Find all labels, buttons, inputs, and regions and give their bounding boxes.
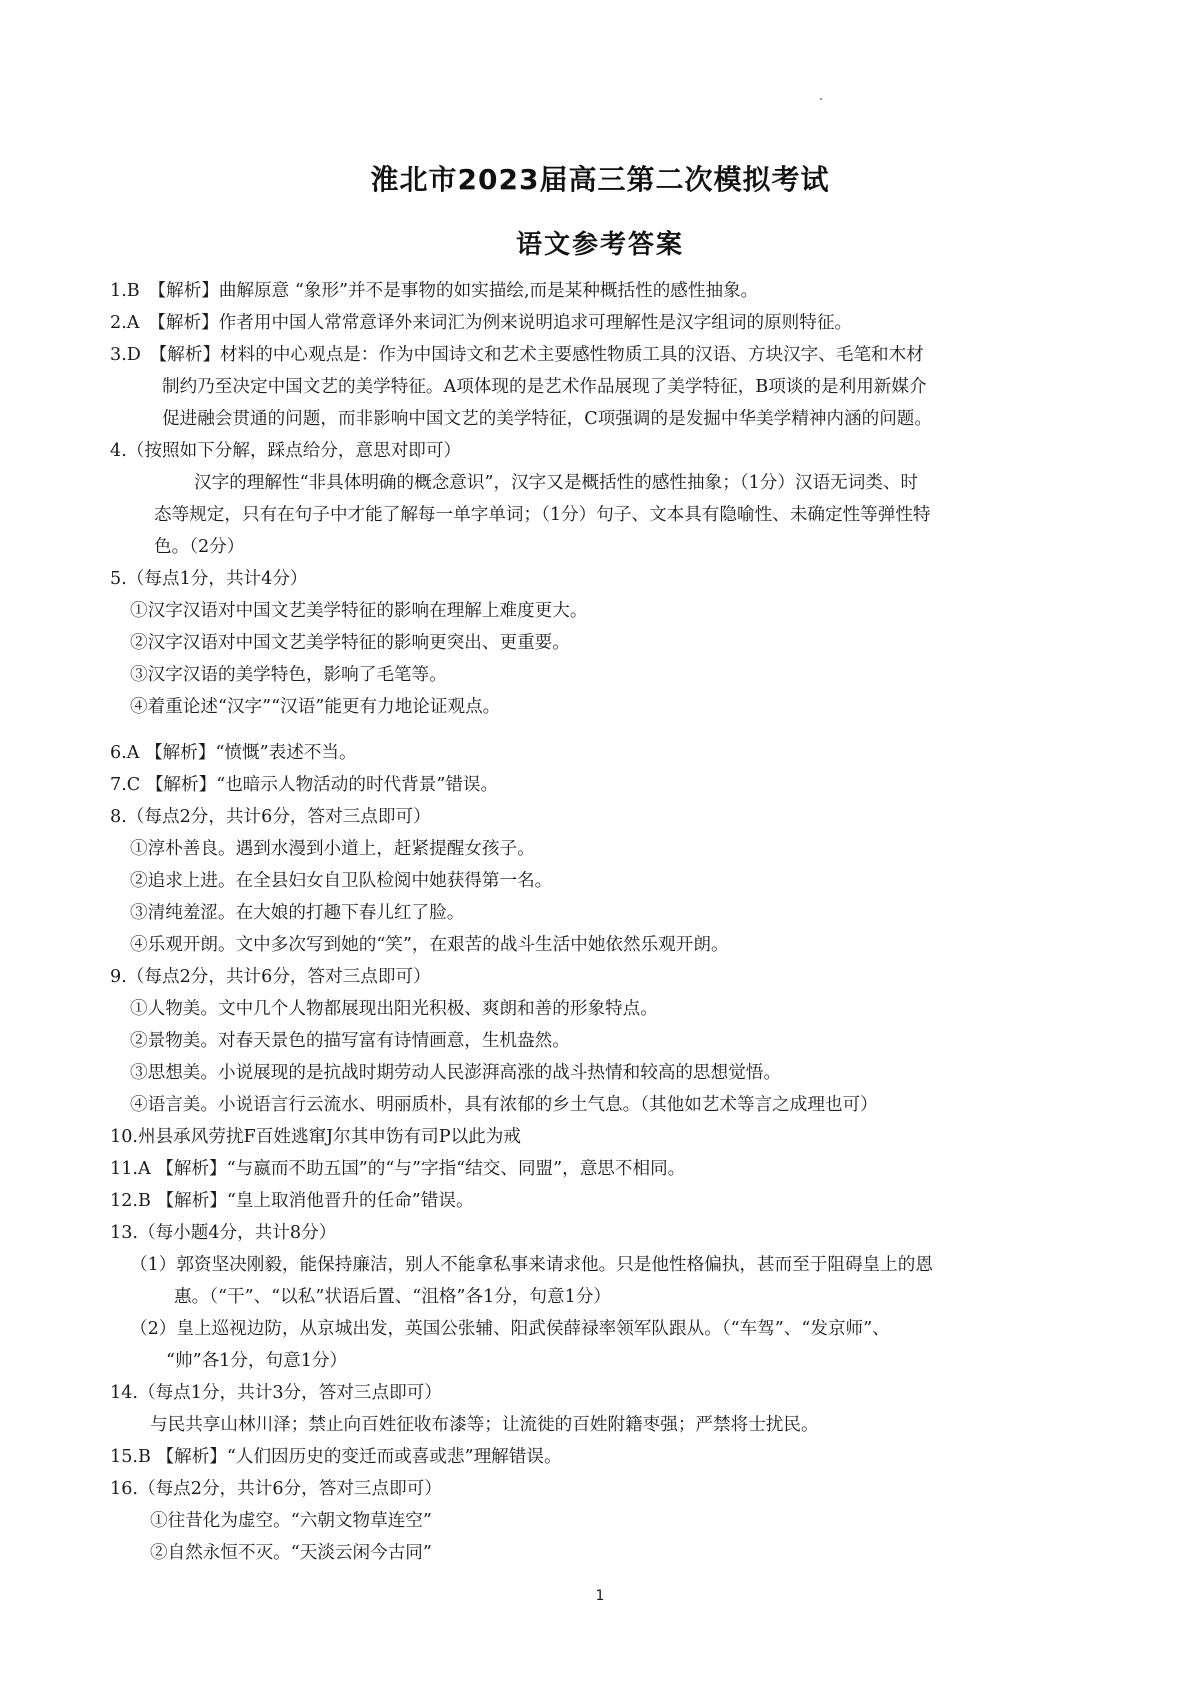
answer-13-2-line-1: （2）皇上巡视边防，从京城出发，英国公张辅、阳武侯薛禄率领军队跟从。（“车驾”、“发京师”、 [130, 1319, 890, 1339]
answer-13-heading: 13.（每小题4分，共计8分） [110, 1223, 337, 1243]
answer-7: 7.C 【解析】“也暗示人物活动的时代背景”错误。 [110, 775, 499, 795]
answer-9-point: ①人物美。文中几个人物都展现出阳光积极、爽朗和善的形象特点。 [130, 999, 658, 1019]
answer-14-heading: 14.（每点1分，共计3分，答对三点即可） [110, 1383, 442, 1403]
answer-8-point: ②追求上进。在全县妇女自卫队检阅中她获得第一名。 [130, 871, 553, 891]
document-subtitle: 语文参考答案 [515, 230, 684, 260]
answer-9-point: ②景物美。对春天景色的描写富有诗情画意，生机盎然。 [130, 1031, 570, 1051]
answer-8-point: ④乐观开朗。文中多次写到她的“笑”，在艰苦的战斗生活中她依然乐观开朗。 [130, 935, 729, 955]
answer-8-point: ①淳朴善良。遇到水漫到小道上，赶紧提醒女孩子。 [130, 839, 535, 859]
answer-list [110, 275, 1100, 1569]
answer-4-line-3: 色。（2分） [154, 537, 245, 557]
answer-8-point: ③清纯羞涩。在大娘的打趣下春儿红了脸。 [130, 903, 465, 923]
answer-16-point: ②自然永恒不灭。“天淡云闲今古同” [150, 1543, 432, 1563]
page-number: 1 [595, 1588, 605, 1604]
answer-1: 1.B 【解析】曲解原意 “象形”并不是事物的如实描绘,而是某种概括性的感性抽象。 [110, 281, 759, 301]
answer-3-line-1: 3.D 【解析】材料的中心观点是：作为中国诗文和艺术主要感性物质工具的汉语、方块汉字、毛笔和木材 [110, 345, 924, 365]
answer-2: 2.A 【解析】作者用中国人常常意译外来词汇为例来说明追求可理解性是汉字组词的原则特征。 [110, 313, 853, 333]
answer-5-point: ③汉字汉语的美学特色，影响了毛笔等。 [130, 665, 447, 685]
answer-4-line-1: 汉字的理解性“非具体明确的概念意识”，汉字又是概括性的感性抽象；（1分）汉语无词类、时 [194, 473, 919, 493]
answer-12: 12.B 【解析】“皇上取消他晋升的任命”错误。 [110, 1191, 474, 1211]
answer-5-point: ④着重论述“汉字”“汉语”能更有力地论证观点。 [130, 697, 501, 717]
answer-15: 15.B 【解析】“人们因历史的变迁而或喜或悲”理解错误。 [110, 1447, 562, 1467]
answer-16-heading: 16.（每点2分，共计6分，答对三点即可） [110, 1479, 442, 1499]
answer-13-1-line-1: （1）郭资坚决刚毅，能保持廉洁，别人不能拿私事来请求他。只是他性格偏执，甚而至于阻碍皇上的恩 [130, 1255, 933, 1275]
answer-5-heading: 5.（每点1分，共计4分） [110, 569, 308, 589]
answer-3-line-3: 促进融会贯通的问题，而非影响中国文艺的美学特征，C项强调的是发掘中华美学精神内涵的问题。 [162, 409, 932, 429]
section-gap [110, 723, 1100, 737]
document-title: 淮北市2023届高三第二次模拟考试 [370, 163, 830, 196]
answer-13-1-line-2: 惠。（“干”、“以私”状语后置、“沮格”各1分，句意1分） [174, 1287, 612, 1307]
answer-4-line-2: 态等规定，只有在句子中才能了解每一单字单词；（1分）句子、文本具有隐喻性、未确定性等弹性特 [154, 505, 931, 525]
answer-8-heading: 8.（每点2分，共计6分，答对三点即可） [110, 807, 431, 827]
answer-6: 6.A 【解析】“愤慨”表述不当。 [110, 743, 357, 763]
answer-3-line-2: 制约乃至决定中国文艺的美学特征。A项体现的是艺术作品展现了美学特征，B项谈的是利用新媒介 [162, 377, 927, 397]
scan-speck [820, 98, 822, 100]
answer-4-heading: 4.（按照如下分解，踩点给分，意思对即可） [110, 441, 462, 461]
answer-13-2-line-2: “帅”各1分，句意1分） [166, 1351, 348, 1371]
answer-14-body: 与民共享山林川泽；禁止向百姓征收布漆等；让流徙的百姓附籍枣强；严禁将士扰民。 [150, 1415, 819, 1435]
answer-9-point: ④语言美。小说语言行云流水、明丽质朴，具有浓郁的乡土气息。（其他如艺术等言之成理也可） [130, 1095, 878, 1115]
answer-11: 11.A 【解析】“与嬴而不助五国”的“与”字指“结交、同盟”，意思不相同。 [110, 1159, 686, 1179]
answer-5-point: ①汉字汉语对中国文艺美学特征的影响在理解上难度更大。 [130, 601, 588, 621]
answer-9-point: ③思想美。小说展现的是抗战时期劳动人民澎湃高涨的战斗热情和较高的思想觉悟。 [130, 1063, 781, 1083]
answer-10: 10.州县承风劳扰F百姓逃窜J尔其申饬有司P以此为戒 [110, 1127, 521, 1147]
answer-16-point: ①往昔化为虚空。“六朝文物草连空” [150, 1511, 432, 1531]
answer-9-heading: 9.（每点2分，共计6分，答对三点即可） [110, 967, 431, 987]
answer-5-point: ②汉字汉语对中国文艺美学特征的影响更突出、更重要。 [130, 633, 570, 653]
